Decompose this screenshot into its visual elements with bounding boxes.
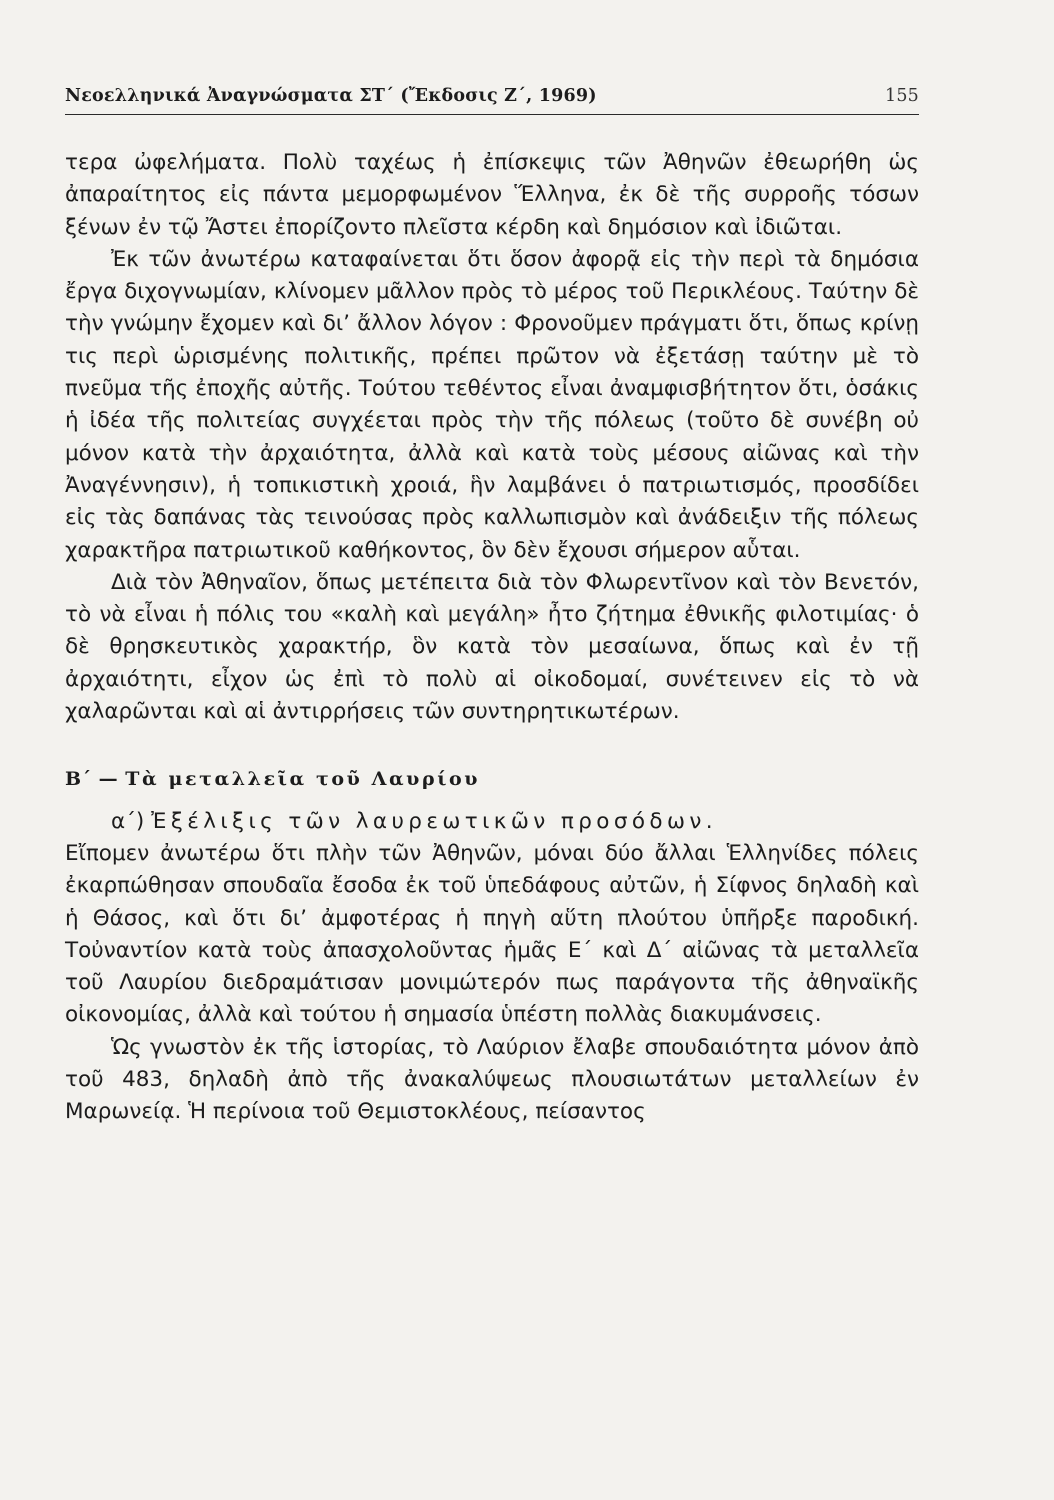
section-heading [65, 763, 919, 795]
page-body [65, 147, 919, 1129]
subsection-label: α΄) [111, 808, 152, 834]
section-label: Β΄ — [65, 768, 126, 791]
header-title: Νεοελληνικά Ἀναγνώσματα ΣΤ΄ (Ἔκδοσις Ζ΄, 1969) [65, 86, 597, 106]
subsection-heading [65, 806, 919, 838]
header-rule [65, 114, 919, 115]
paragraph: Εἴπομεν ἀνωτέρω ὅτι πλὴν τῶν Ἀθηνῶν, μόναι δύο ἄλλαι Ἑλληνίδες πόλεις ἐκαρπώθησαν σπουδαῖα ἔσοδα ἐκ τοῦ ὑπεδάφους αὐτῶν, ἡ Σίφνος δηλαδὴ καὶ ἡ Θάσος, καὶ ὅτι δι’ ἀμφοτέρας ἡ πηγὴ αὕτη πλούτου ὑπῆρξε παροδική. Τοὐναντίον κατὰ τοὺς ἀπασχολοῦντας ἡμᾶς Ε΄ καὶ Δ΄ αἰῶνας τὰ μεταλλεῖα τοῦ Λαυρίου διεδραμάτισαν μονιμώτερόν πως παράγοντα τῆς ἀθηναϊκῆς οἰκονομίας, ἀλλὰ καὶ τούτου ἡ σημασία ὑπέστη πολλὰς διακυμάνσεις. [65, 840, 919, 1028]
section-title: Τὰ μεταλλεῖα τοῦ Λαυρίου [125, 768, 481, 791]
paragraph: Ἐκ τῶν ἀνωτέρω καταφαίνεται ὅτι ὅσον ἀφορᾷ εἰς τὴν περὶ τὰ δημόσια ἔργα διχογνωμίαν, κλίνομεν μᾶλλον πρὸς τὸ μέρος τοῦ Περικλέους. Ταύτην δὲ τὴν γνώμην ἔχομεν καὶ δι’ ἄλλον λόγον : Φρονοῦμεν πράγματι ὅτι, ὅπως κρίνῃ τις περὶ ὡρισμένης πολιτικῆς, πρέπει πρῶτον νὰ ἐξετάσῃ ταύτην μὲ τὸ πνεῦμα τῆς ἐποχῆς αὐτῆς. Τούτου τεθέντος εἶναι ἀναμφισβήτητον ὅτι, ὁσάκις ἡ ἰδέα τῆς πολιτείας συγχέεται πρὸς τὴν τῆς πόλεως (τοῦτο δὲ συνέβη οὐ μόνον κατὰ τὴν ἀρχαιότητα, ἀλλὰ καὶ κατὰ τοὺς μέσους αἰῶνας καὶ τὴν Ἀναγέννησιν), ἡ τοπικιστικὴ χροιά, ἣν λαμβάνει ὁ πατριωτισμός, προσδίδει εἰς τὰς δαπάνας τὰς τεινούσας πρὸς καλλωπισμὸν καὶ ἀνάδειξιν τῆς πόλεως χαρακτῆρα πατριωτικοῦ καθήκοντος, ὃν δὲν ἔχουσι σήμερον αὗται. [65, 246, 919, 563]
subsection-title: Ἐξέλιξις τῶν λαυρεωτικῶν προσόδων. [151, 808, 718, 834]
paragraph: Ὡς γνωστὸν ἐκ τῆς ἱστορίας, τὸ Λαύριον ἔλαβε σπουδαιότητα μόνον ἀπὸ τοῦ 483, δηλαδὴ ἀπὸ τῆς ἀνακαλύψεως πλουσιωτάτων μεταλλείων ἐν Μαρωνείᾳ. Ἡ περίνοια τοῦ Θεμιστοκλέους, πείσαντος [65, 1034, 919, 1125]
running-header [65, 86, 919, 106]
paragraph-continued: τερα ὠφελήματα. Πολὺ ταχέως ἡ ἐπίσκεψις τῶν Ἀθηνῶν ἐθεωρήθη ὡς ἀπαραίτητος εἰς πάντα μεμορφωμένον Ἕλληνα, ἐκ δὲ τῆς συρροῆς τόσων ξένων ἐν τῷ Ἄστει ἐπορίζοντο πλεῖστα κέρδη καὶ δημόσιον καὶ ἰδιῶται. [65, 150, 919, 240]
paragraph: Διὰ τὸν Ἀθηναῖον, ὅπως μετέπειτα διὰ τὸν Φλωρεντῖνον καὶ τὸν Βενετόν, τὸ νὰ εἶναι ἡ πόλις του «καλὴ καὶ μεγάλη» ἦτο ζήτημα ἐθνικῆς φιλοτιμίας· ὁ δὲ θρησκευτικὸς χαρακτήρ, ὃν κατὰ τὸν μεσαίωνα, ὅπως καὶ ἐν τῇ ἀρχαιότητι, εἶχον ὡς ἐπὶ τὸ πολὺ αἱ οἰκοδομαί, συνέτεινεν εἰς τὸ νὰ χαλαρῶνται καὶ αἱ ἀντιρρήσεις τῶν συντηρητικωτέρων. [65, 569, 919, 725]
page-number: 155 [884, 86, 919, 106]
